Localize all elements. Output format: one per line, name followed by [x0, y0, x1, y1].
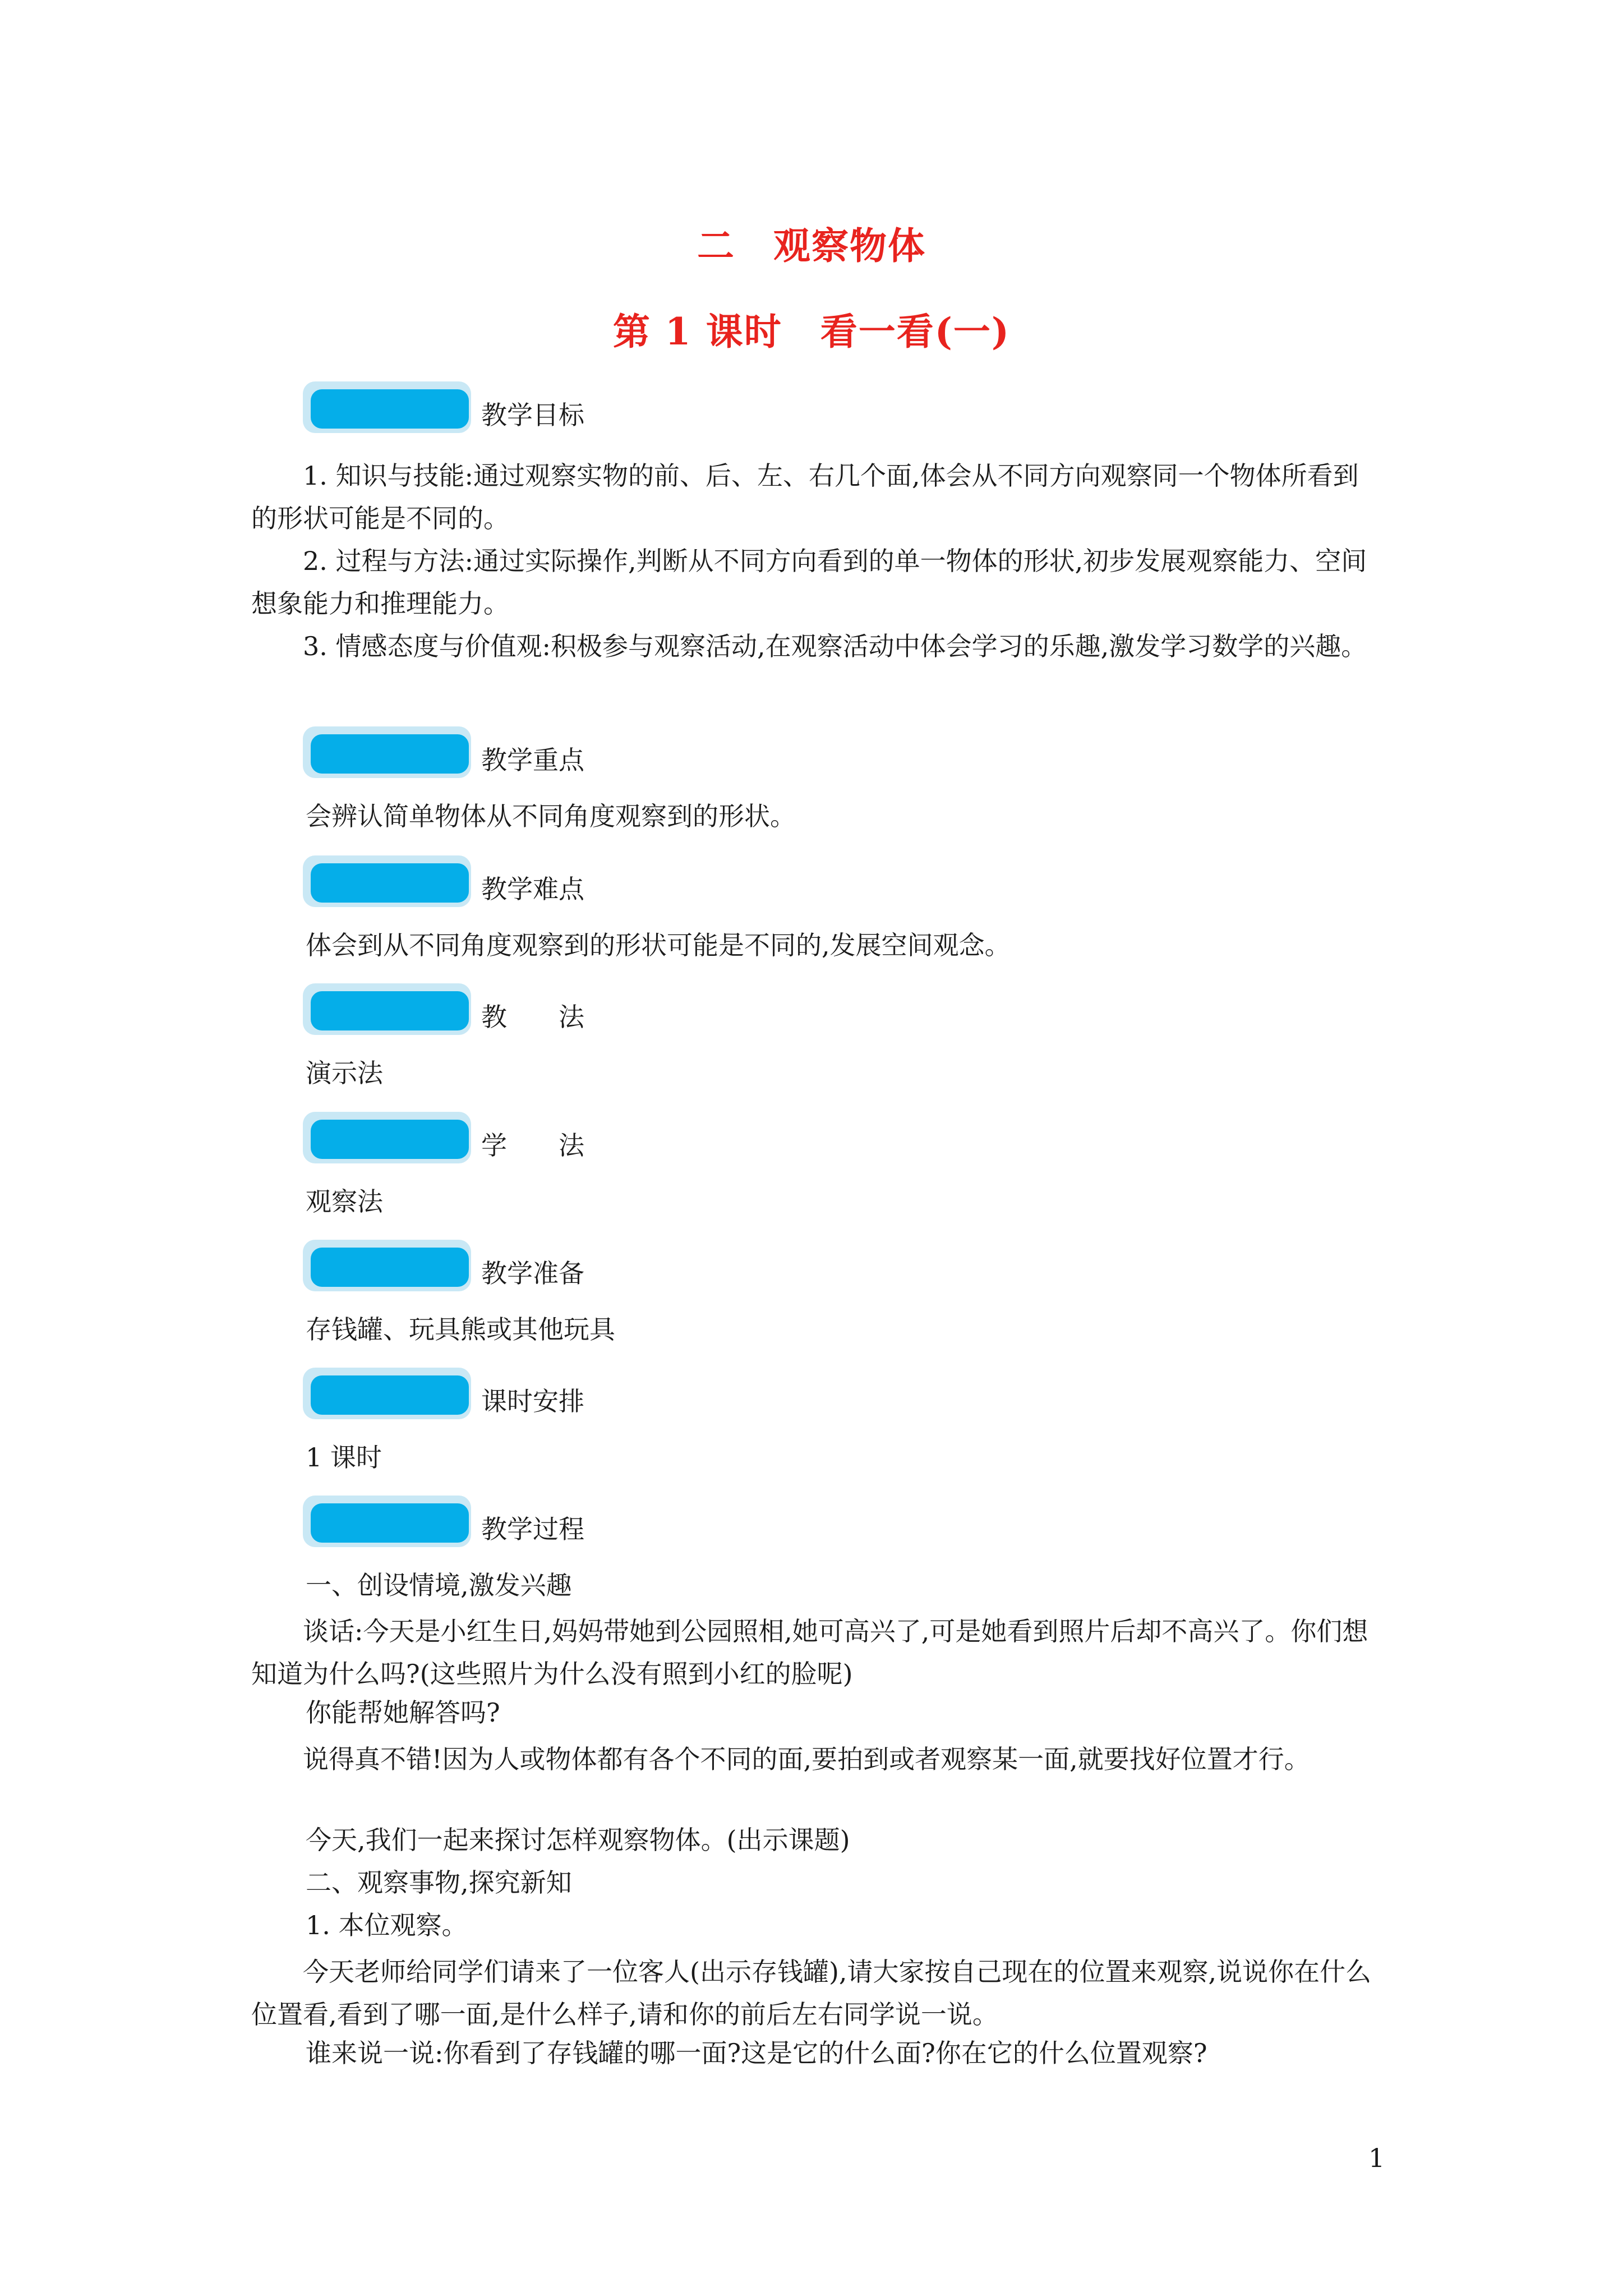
section-label-objectives: 教学目标 — [481, 400, 584, 430]
page-number: 1 — [1368, 2143, 1385, 2173]
section-tab-decoration — [303, 855, 471, 907]
section-label-teaching-method: 教 法 — [481, 1002, 584, 1032]
section-header-schedule — [303, 1368, 808, 1424]
process-subheading: 1. 本位观察。 — [306, 1910, 468, 1940]
section-tab-decoration — [303, 726, 471, 778]
process-heading-1: 一、创设情境,激发兴趣 — [306, 1570, 572, 1600]
section-header-objectives — [303, 381, 808, 438]
objective-item-3: 3. 情感态度与价值观:积极参与观察活动,在观察活动中体会学习的乐趣,激发学习数学的兴趣。 — [303, 631, 1367, 661]
section-header-key-point — [303, 726, 808, 783]
section-header-teaching-method — [303, 983, 808, 1039]
section-label-difficulty: 教学难点 — [481, 874, 584, 904]
process-paragraph: 今天老师给同学们请来了一位客人(出示存钱罐),请大家按自己现在的位置来观察,说说你在什么位置看,看到了哪一面,是什么样子,请和你的前后左右同学说一说。 — [251, 1957, 1372, 2030]
learning-method-text: 观察法 — [306, 1186, 383, 1217]
schedule-text: 1 课时 — [306, 1442, 382, 1473]
section-tab-decoration — [303, 1240, 471, 1291]
key-point-text: 会辨认简单物体从不同角度观察到的形状。 — [306, 801, 796, 831]
section-header-preparation — [303, 1240, 808, 1296]
section-header-difficulty — [303, 855, 808, 912]
section-header-process — [303, 1496, 808, 1552]
section-header-learning-method — [303, 1112, 808, 1168]
section-label-process: 教学过程 — [481, 1514, 584, 1544]
process-paragraph: 你能帮她解答吗? — [306, 1697, 500, 1728]
process-paragraph: 今天,我们一起来探讨怎样观察物体。(出示课题) — [306, 1825, 850, 1855]
section-label-preparation: 教学准备 — [481, 1258, 584, 1289]
section-label-schedule: 课时安排 — [481, 1386, 584, 1416]
section-label-learning-method: 学 法 — [481, 1130, 584, 1161]
difficulty-text: 体会到从不同角度观察到的形状可能是不同的,发展空间观念。 — [306, 930, 1011, 960]
preparation-text: 存钱罐、玩具熊或其他玩具 — [306, 1314, 615, 1345]
chapter-title: 二 观察物体 — [697, 224, 926, 268]
process-paragraph: 谁来说一说:你看到了存钱罐的哪一面?这是它的什么面?你在它的什么位置观察? — [306, 2038, 1207, 2068]
teaching-method-text: 演示法 — [306, 1058, 383, 1088]
section-label-key-point: 教学重点 — [481, 745, 584, 775]
process-paragraph: 说得真不错!因为人或物体都有各个不同的面,要拍到或者观察某一面,就要找好位置才行。 — [303, 1744, 1310, 1774]
objective-item-2: 2. 过程与方法:通过实际操作,判断从不同方向看到的单一物体的形状,初步发展观察能力、空间想象能力和推理能力。 — [251, 546, 1367, 619]
process-paragraph: 谈话:今天是小红生日,妈妈带她到公园照相,她可高兴了,可是她看到照片后却不高兴了。你们想知道为什么吗?(这些照片为什么没有照到小红的脸呢) — [251, 1616, 1368, 1689]
section-tab-decoration — [303, 1496, 471, 1547]
process-heading-2: 二、观察事物,探究新知 — [306, 1867, 572, 1898]
section-tab-decoration — [303, 1112, 471, 1163]
section-tab-decoration — [303, 381, 471, 433]
objective-item-1: 1. 知识与技能:通过观察实物的前、后、左、右几个面,体会从不同方向观察同一个物体所看到的形状可能是不同的。 — [251, 461, 1359, 533]
section-tab-decoration — [303, 983, 471, 1035]
section-tab-decoration — [303, 1368, 471, 1419]
lesson-title: 第 1 课时 看一看(一) — [612, 310, 1011, 353]
